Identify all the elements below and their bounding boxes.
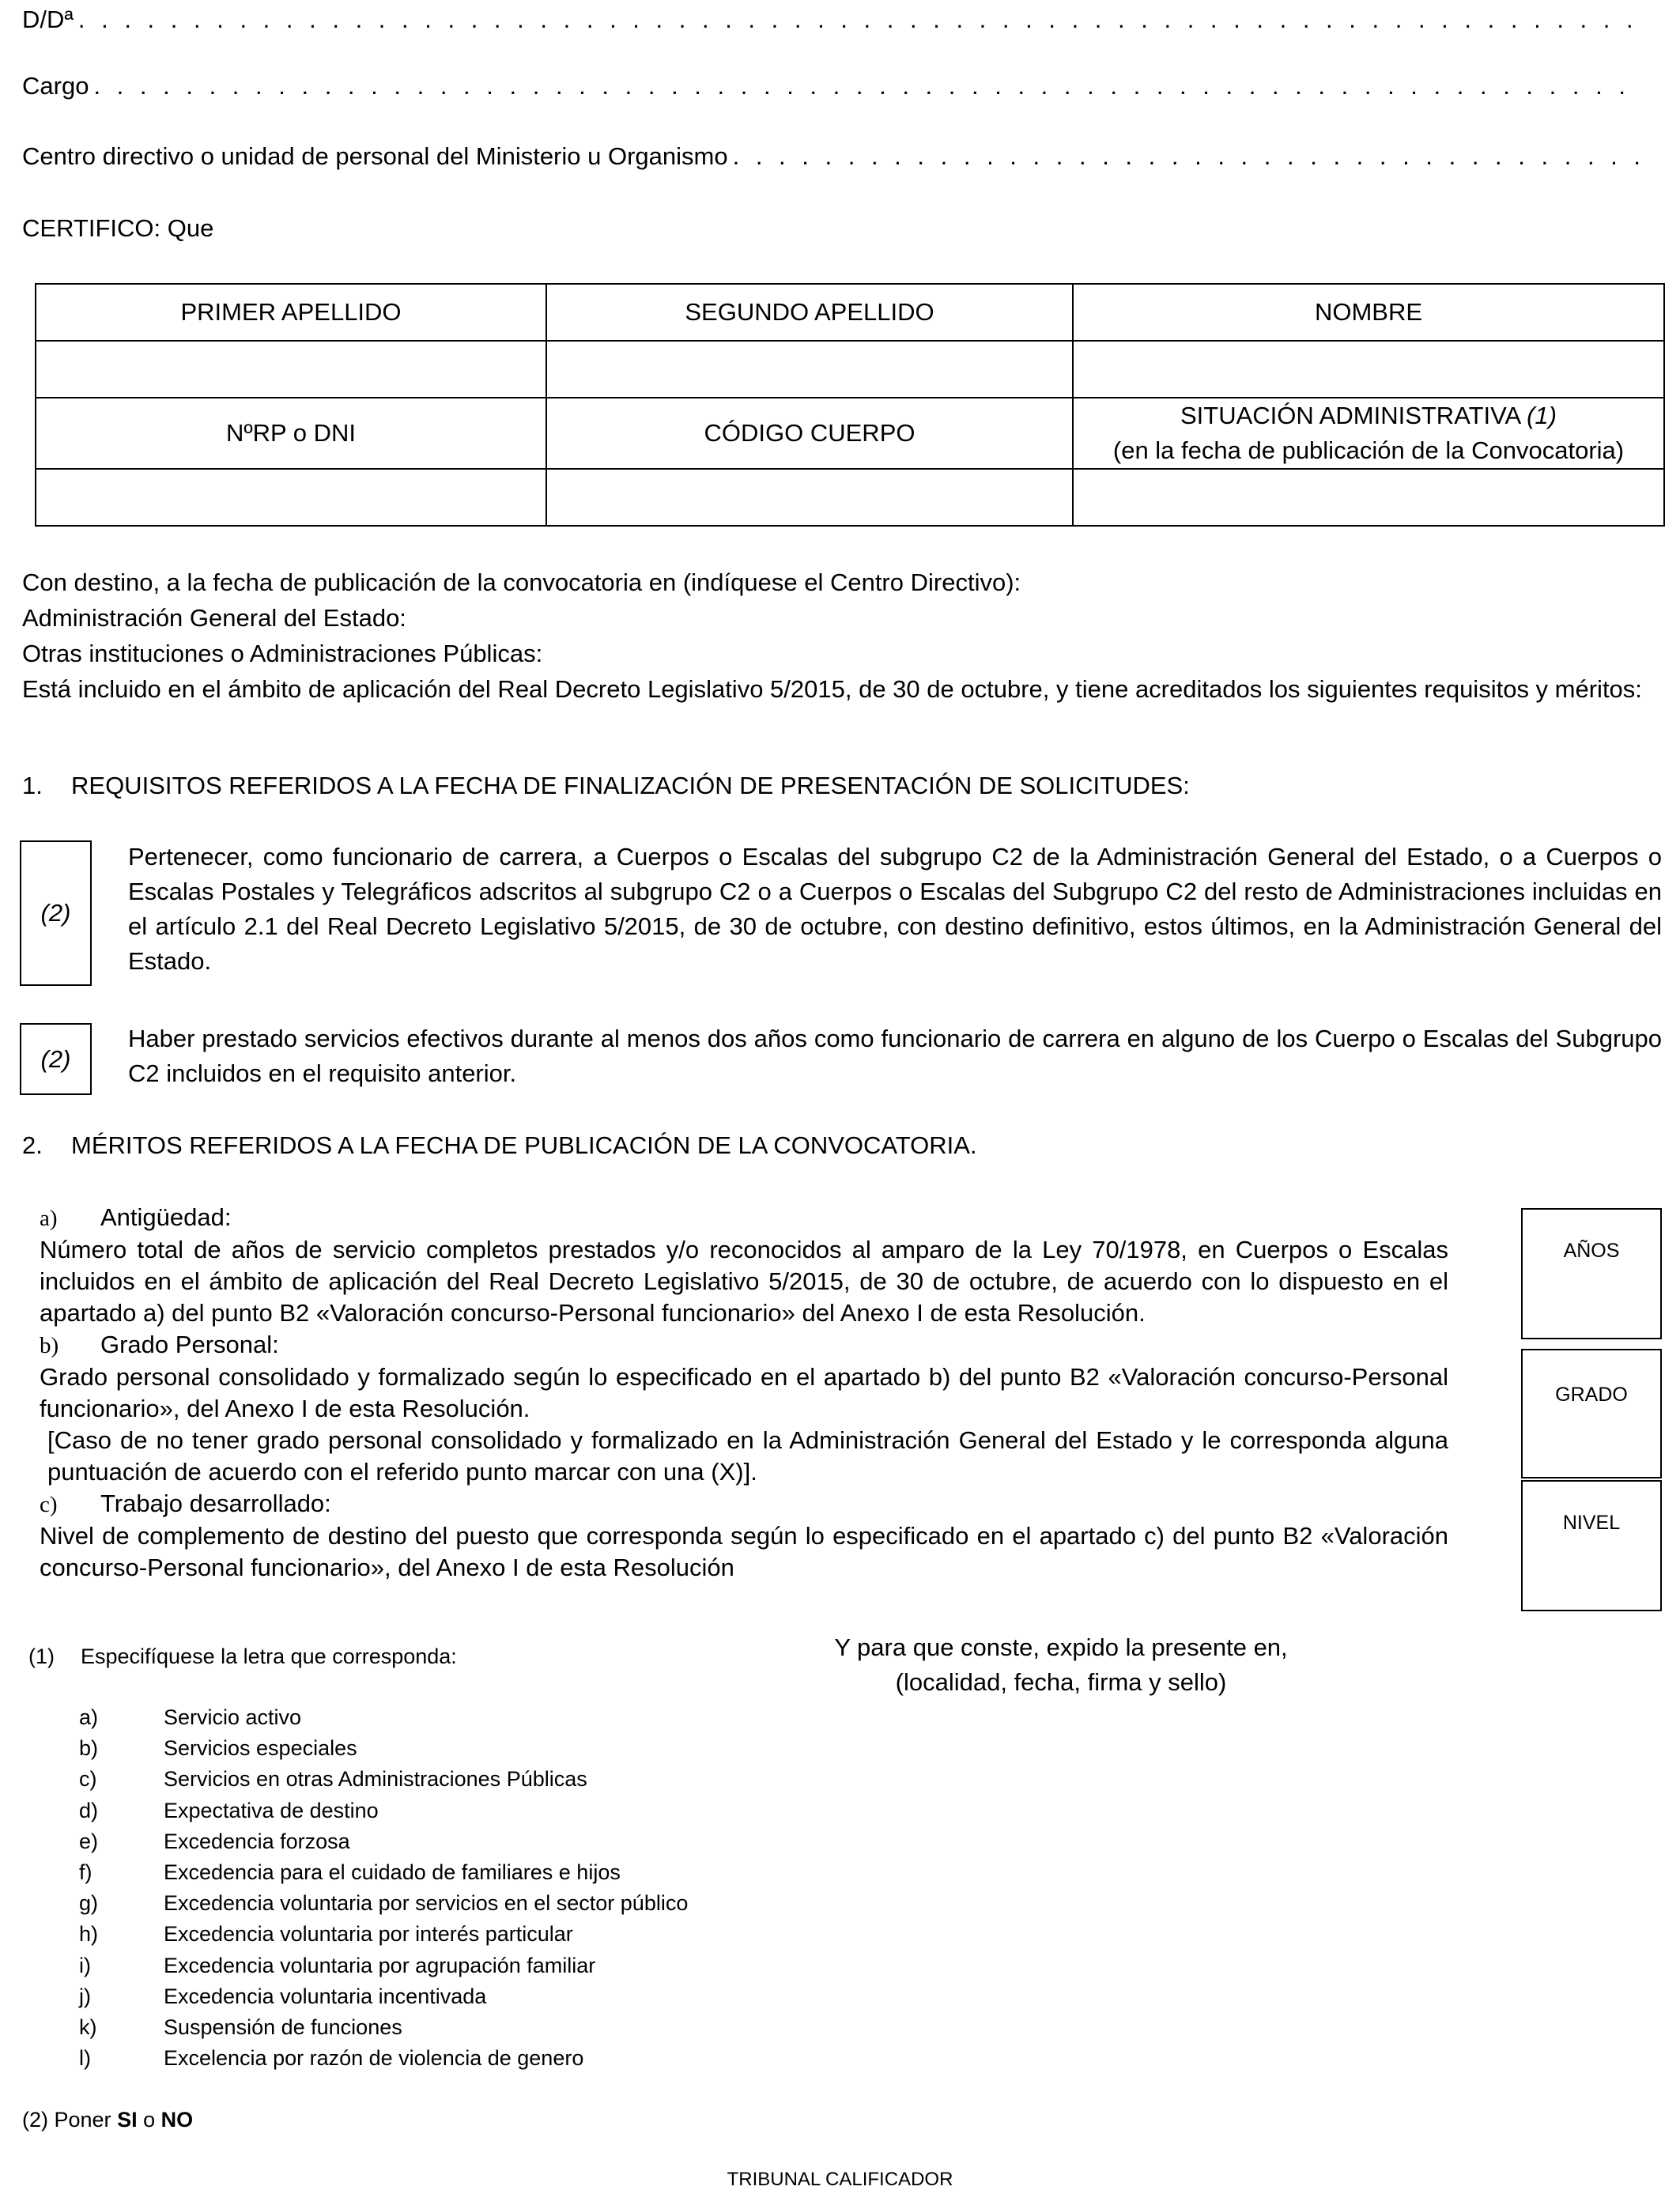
req1-text: Pertenecer, como funcionario de carrera, a Cuerpos o Escalas del subgrupo C2 de la Administración General del Estado, o a Cuerpos o Escalas Postales y Telegráficos adscritos al subgrupo C2 o a Cuerpos o Escalas del Subgrupo C2 del resto de Administraciones incluidas en el artículo 2.1 del Real Decreto Legislativo 5/2015, de 30 de octubre, con destino definitivo, estos últimos, en la Administración General del Estado. — [128, 843, 1662, 975]
list-item — [79, 2043, 688, 2074]
destino-line2: Administración General del Estado: — [22, 604, 406, 632]
centro-label: Centro directivo o unidad de personal del Ministerio u Organismo — [22, 142, 728, 170]
req2-checkbox[interactable] — [20, 1023, 92, 1095]
req2-text: Haber prestado servicios efectivos durante al menos dos años como funcionario de carrera en alguno de los Cuerpo o Escalas del Subgrupo C2 incluidos en el requisito anterior. — [128, 1025, 1662, 1087]
list-item-label: Excedencia voluntaria por agrupación familiar — [164, 1953, 596, 1977]
dd-label: D/Dª — [22, 6, 74, 33]
merito-c-letter: c) — [40, 1492, 58, 1517]
grado-label: GRADO — [1555, 1384, 1628, 1406]
merito-c-title-row — [40, 1488, 1448, 1520]
merito-b-title-row — [40, 1329, 1448, 1361]
note2 — [22, 2108, 193, 2132]
destino-line4: Está incluido en el ámbito de aplicación del Real Decreto Legislativo 5/2015, de 30 de octubre, y tiene acreditados los siguientes requisitos y méritos: — [22, 675, 1642, 703]
list-item — [79, 1826, 688, 1857]
req1-box-label: (2) — [40, 899, 71, 927]
list-item — [79, 1919, 688, 1950]
situaciones-list — [79, 1702, 688, 2074]
tribunal-footer: TRIBUNAL CALIFICADOR — [727, 2169, 953, 2190]
list-item-letter: l) — [79, 2046, 91, 2071]
note2-prefix: (2) Poner — [22, 2108, 111, 2132]
list-item-letter: k) — [79, 2015, 97, 2039]
merito-a-title: Antigüedad: — [100, 1203, 232, 1231]
certifico-text: CERTIFICO: Que — [22, 214, 214, 242]
destino-line3: Otras instituciones o Administraciones Públicas: — [22, 640, 543, 667]
merito-b-note: [Caso de no tener grado personal consolidado y formalizado en la Administración General del Estado y le corresponda alguna puntuación de acuerdo con el referido punto marcar con una (X)]. — [47, 1426, 1448, 1486]
primer-apellido-field[interactable] — [36, 341, 546, 398]
list-item — [79, 1981, 688, 2012]
list-item-label: Excedencia forzosa — [164, 1829, 350, 1853]
list-item-label: Expectativa de destino — [164, 1798, 379, 1822]
list-item-label: Excedencia para el cuidado de familiares e hijos — [164, 1860, 621, 1884]
cargo-line[interactable] — [22, 70, 1643, 102]
nrp-dni-field[interactable] — [36, 469, 546, 526]
note2-o: o — [143, 2108, 156, 2132]
list-item-letter: h) — [79, 1922, 99, 1947]
codigo-cuerpo-header: CÓDIGO CUERPO — [546, 398, 1073, 469]
centro-dots — [733, 141, 1643, 172]
situacion-label: SITUACIÓN ADMINISTRATIVA — [1180, 402, 1520, 429]
closing-line2: (localidad, fecha, firma y sello) — [895, 1668, 1227, 1696]
situacion-ref: (1) — [1527, 402, 1557, 429]
merito-a-title-row — [40, 1202, 1448, 1234]
requisitos-title: REQUISITOS REFERIDOS A LA FECHA DE FINALIZACIÓN DE PRESENTACIÓN DE SOLICITUDES: — [71, 772, 1190, 799]
anos-label: AÑOS — [1563, 1240, 1620, 1262]
anos-box[interactable] — [1521, 1208, 1662, 1339]
destino-line1: Con destino, a la fecha de publicación de la convocatoria en (indíquese el Centro Directivo): — [22, 568, 1021, 596]
segundo-apellido-field[interactable] — [546, 341, 1073, 398]
merito-b-letter: b) — [40, 1333, 59, 1358]
centro-line[interactable] — [22, 141, 1643, 172]
nivel-box[interactable] — [1521, 1480, 1662, 1611]
merito-b-text: Grado personal consolidado y formalizado según lo especificado en el apartado b) del punto B2 «Valoración concurso-Personal funcionario», del Anexo I de esta Resolución. — [40, 1363, 1448, 1422]
req1-checkbox[interactable] — [20, 840, 92, 986]
list-item-label: Excedencia voluntaria incentivada — [164, 1984, 487, 2008]
meritos-heading — [22, 1128, 977, 1163]
merito-c-text: Nivel de complemento de destino del puesto que corresponda según lo especificado en el apartado c) del punto B2 «Valoración concurso-Personal funcionario», del Anexo I de esta Resolución — [40, 1522, 1448, 1581]
situacion-field[interactable] — [1073, 469, 1664, 526]
nrp-dni-header: NºRP o DNI — [36, 398, 546, 469]
requisitos-heading — [22, 768, 1190, 803]
note2-si: SI — [117, 2108, 138, 2132]
primer-apellido-header: PRIMER APELLIDO — [36, 284, 546, 341]
list-item-letter: f) — [79, 1860, 92, 1884]
closing-block — [808, 1630, 1314, 1700]
merito-a-text: Número total de años de servicio completos prestados y/o reconocidos al amparo de la Ley 70/1978, en Cuerpos o Escalas incluidos en el ámbito de aplicación del Real Decreto Legislativo 5/2015, de 30 de octubre, de acuerdo con lo dispuesto en el apartado a) del punto B2 «Valoración concurso-Personal funcionario» del Anexo I de esta Resolución. — [40, 1236, 1448, 1327]
nivel-label: NIVEL — [1562, 1512, 1621, 1534]
dd-line[interactable] — [22, 4, 1643, 36]
list-item-letter: c) — [79, 1767, 97, 1792]
list-item-label: Excedencia voluntaria por servicios en el sector público — [164, 1891, 689, 1916]
list-item — [79, 1857, 688, 1888]
list-item-label: Excelencia por razón de violencia de genero — [164, 2046, 584, 2071]
meritos-title: MÉRITOS REFERIDOS A LA FECHA DE PUBLICACIÓN DE LA CONVOCATORIA. — [71, 1131, 977, 1159]
list-item-label: Servicios en otras Administraciones Públicas — [164, 1767, 587, 1792]
situacion-sub: (en la fecha de publicación de la Convocatoria) — [1112, 436, 1625, 464]
nombre-header: NOMBRE — [1073, 284, 1664, 341]
list-item-letter: a) — [79, 1705, 99, 1729]
personal-data-table — [35, 283, 1665, 527]
destino-block — [22, 565, 1663, 707]
meritos-num: 2. — [22, 1131, 43, 1159]
note1-heading — [28, 1645, 457, 1669]
list-item-label: Suspensión de funciones — [164, 2015, 402, 2039]
codigo-cuerpo-field[interactable] — [546, 469, 1073, 526]
list-item-letter: d) — [79, 1798, 99, 1822]
note2-no: NO — [160, 2108, 194, 2132]
segundo-apellido-header: SEGUNDO APELLIDO — [546, 284, 1073, 341]
note1-text: Especifíquese la letra que corresponda: — [81, 1645, 457, 1668]
list-item-label: Servicio activo — [164, 1705, 302, 1729]
closing-line1: Y para que conste, expido la presente en, — [834, 1633, 1288, 1661]
list-item — [79, 1888, 688, 1919]
list-item-letter: b) — [79, 1736, 99, 1761]
req2-box-label: (2) — [40, 1044, 71, 1073]
situacion-header — [1073, 398, 1664, 469]
list-item — [79, 1702, 688, 1733]
merito-b-title: Grado Personal: — [100, 1331, 279, 1358]
list-item-label: Excedencia voluntaria por interés particular — [164, 1922, 573, 1947]
meritos-block — [40, 1202, 1448, 1584]
merito-a-letter: a) — [40, 1206, 58, 1231]
list-item-letter: e) — [79, 1829, 99, 1853]
dd-dots — [78, 4, 1643, 36]
list-item — [79, 1733, 688, 1764]
merito-c-title: Trabajo desarrollado: — [100, 1490, 331, 1517]
list-item-letter: j) — [79, 1984, 91, 2008]
note1-num: (1) — [28, 1645, 55, 1668]
cargo-label: Cargo — [22, 72, 89, 100]
list-item-label: Servicios especiales — [164, 1736, 357, 1761]
list-item-letter: i) — [79, 1953, 91, 1977]
nombre-field[interactable] — [1073, 341, 1664, 398]
list-item — [79, 1796, 688, 1826]
cargo-dots — [93, 70, 1643, 102]
list-item — [79, 1764, 688, 1795]
grado-box[interactable] — [1521, 1349, 1662, 1478]
list-item-letter: g) — [79, 1891, 99, 1916]
list-item — [79, 1950, 688, 1981]
list-item — [79, 2012, 688, 2043]
requisitos-num: 1. — [22, 772, 43, 799]
